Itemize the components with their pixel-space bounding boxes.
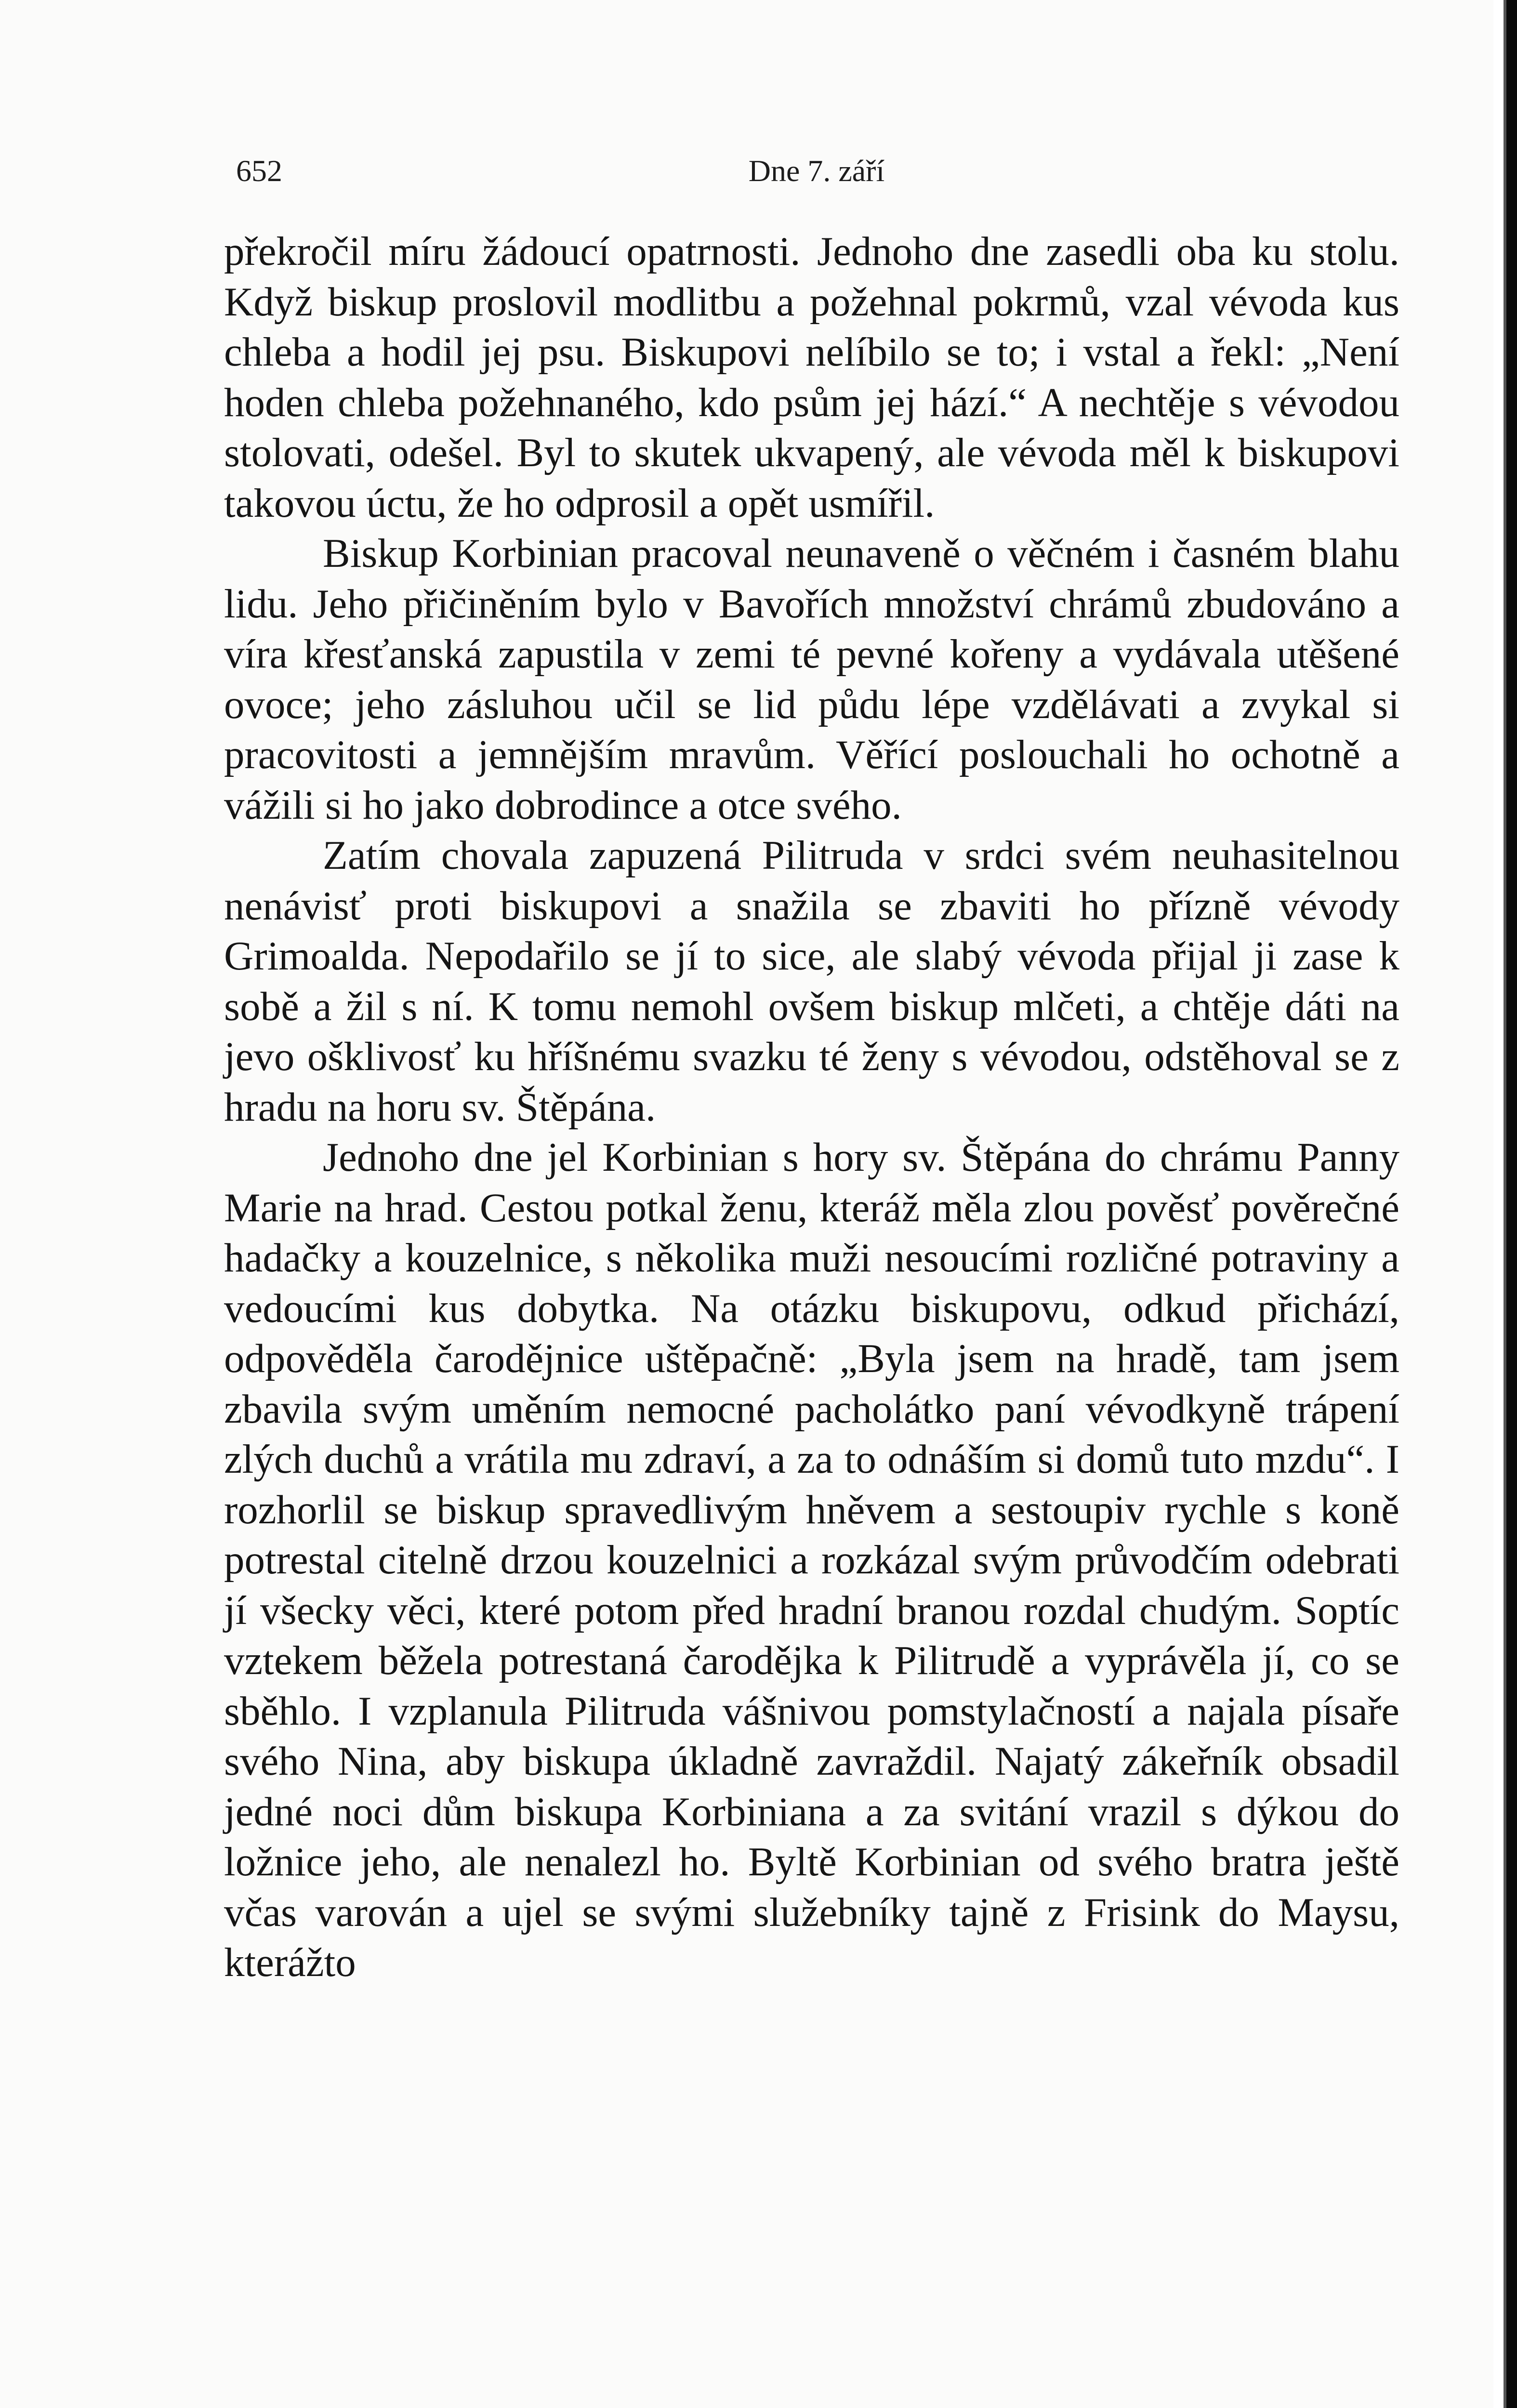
page-header: [236, 153, 1397, 196]
page-number: 652: [236, 154, 282, 188]
paragraph-4: Jednoho dne jel Korbinian s hory sv. Štěpána do chrámu Panny Marie na hrad. Cestou potkal ženu, kteráž měla zlou pověsť pověrečné hadačky a kouzelnice, s několika muži nesoucími rozličné potraviny a vedoucími kus dobytka. Na otázku biskupovu, odkud přichází, odpověděla čarodějnice uštěpačně: „Byla jsem na hradě, tam jsem zbavila svým uměním nemocné pacholátko paní vévodkyně trápení zlých duchů a vrátila mu zdraví, a za to odnáším si domů tuto mzdu“. I rozhorlil se biskup spravedlivým hněvem a sestoupiv rychle s koně potrestal citelně drzou kouzelnici a rozkázal svým průvodčím odebrati jí všecky věci, které potom před hradní branou rozdal chudým. Soptíc vztekem běžela potrestaná čarodějka k Pilitrudě a vyprávěla jí, co se sběhlo. I vzplanula Pilitruda vášnivou pomstylačností a najala písaře svého Nina, aby biskupa úkladně zavraždil. Najatý zákeřník obsadil jedné noci dům biskupa Korbiniana a za svitání vrazil s dýkou do ložnice jeho, ale nenalezl ho. Byltě Korbinian od svého bratra ještě včas varován a ujel se svými služebníky tajně z Frisink do Maysu, kterážto: [224, 1135, 1399, 1985]
scan-edge-border: [1506, 0, 1517, 2408]
paragraph-3: Zatím chovala zapuzená Pilitruda v srdci svém neuhasitelnou nenávisť proti biskupovi a snažila se zbaviti ho přízně vévody Grimoalda. Nepodařilo se jí to sice, ale slabý vévoda přijal ji zase k sobě a žil s ní. K tomu nemohl ovšem biskup mlčeti, a chtěje dáti na jevo ošklivosť ku hříšnému svazku té ženy s vévodou, odstěhoval se z hradu na horu sv. Štěpána.: [224, 833, 1399, 1130]
running-head: Dne 7. září: [748, 154, 885, 188]
paragraph-2: Biskup Korbinian pracoval neunaveně o věčném i časném blahu lidu. Jeho přičiněním bylo v Bavořích množství chrámů zbudováno a víra křesťanská zapustila v zemi té pevné kořeny a vydávala utěšené ovoce; jeho zásluhou učil se lid půdu lépe vzdělávati a zvykal si pracovitosti a jemnějším mravům. Věřící poslouchali ho ochotně a vážili si ho jako dobrodince a otce svého.: [224, 531, 1399, 828]
paragraph-1: překročil míru žádoucí opatrnosti. Jednoho dne zasedli oba ku stolu. Když biskup proslovil modlitbu a požehnal pokrmů, vzal vévoda kus chleba a hodil jej psu. Biskupovi nelíbilo se to; i vstal a řekl: „Není hoden chleba požehnaného, kdo psům jej hází.“ A nechtěje s vévodou stolovati, odešel. Byl to skutek ukvapený, ale vévoda měl k biskupovi takovou úctu, že ho odprosil a opět usmířil.: [224, 229, 1399, 526]
body-text: [224, 226, 1399, 1988]
